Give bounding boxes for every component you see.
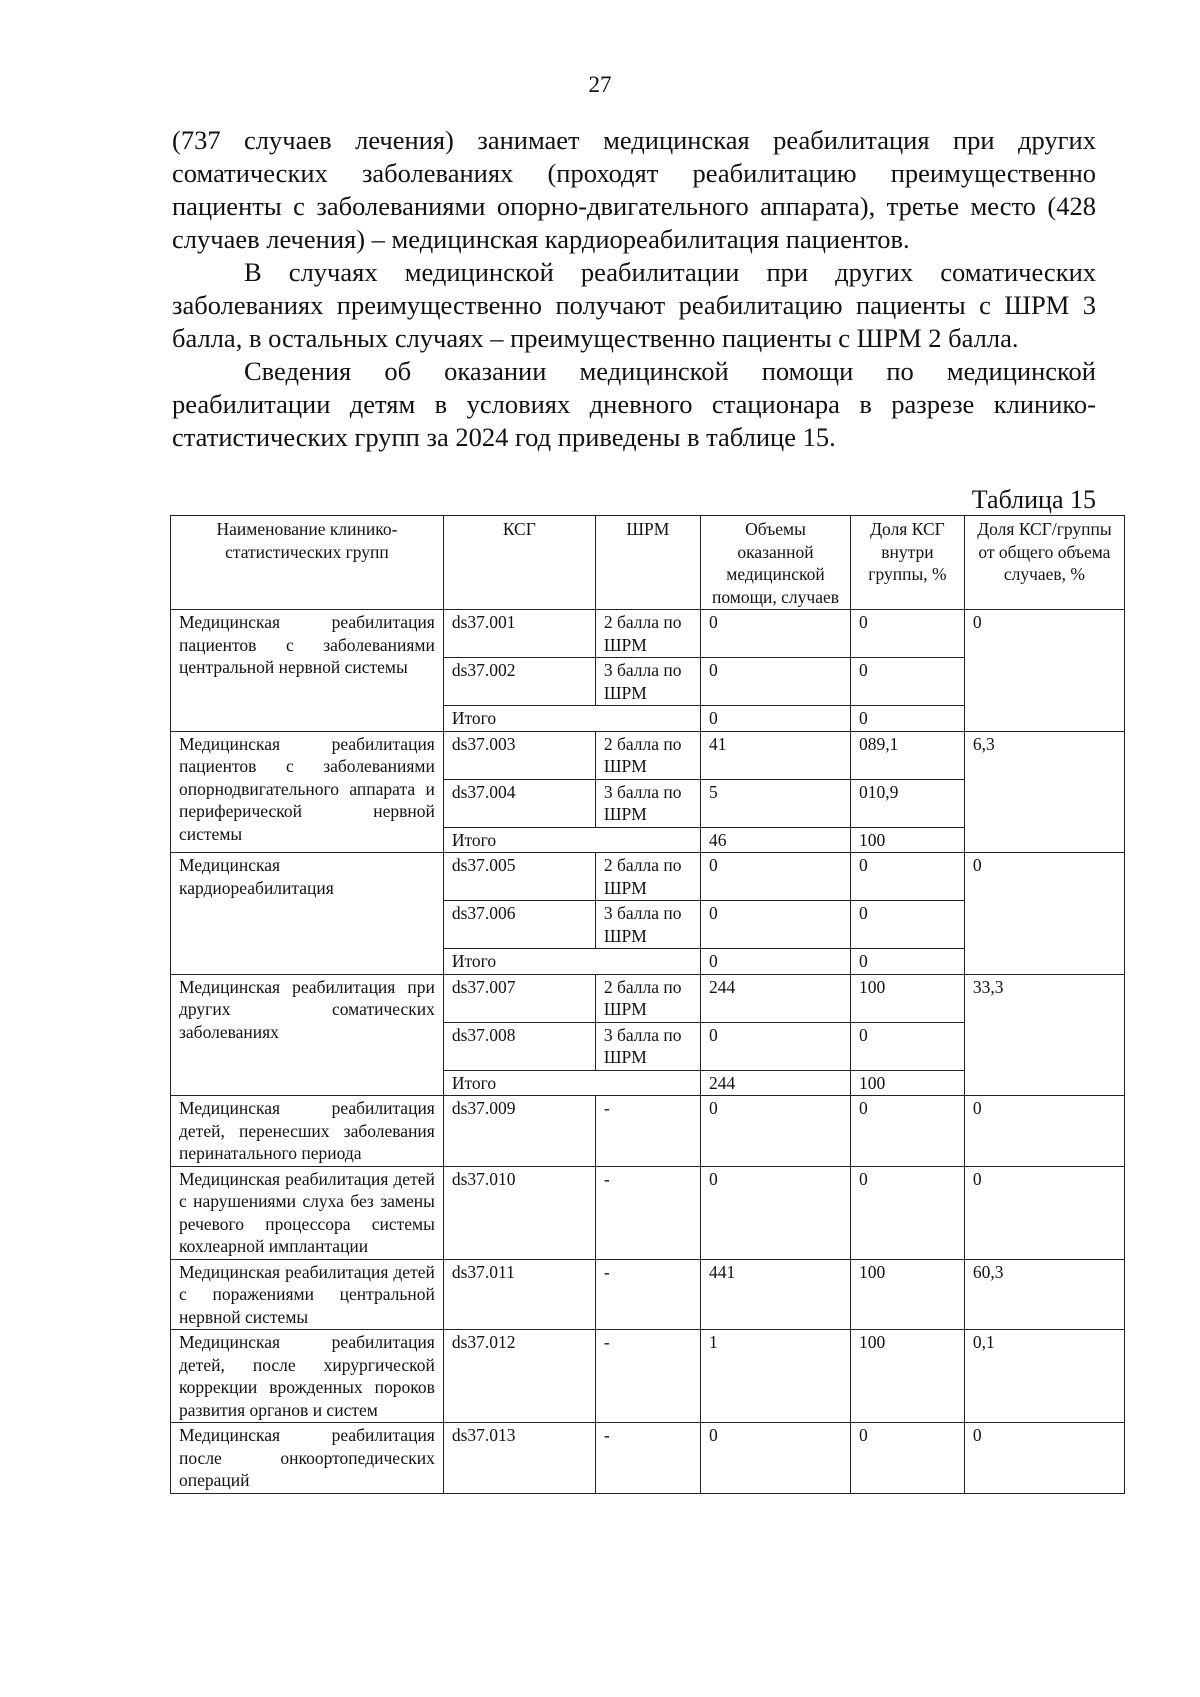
share-cell: 0 — [851, 706, 965, 732]
share-cell: 100 — [851, 974, 965, 1022]
total-label-cell: Итого — [443, 706, 700, 732]
shrm-cell: 2 балла по ШРМ — [595, 731, 700, 779]
group-name-cell: Медицинская реабилитация после онкоортопедических операций — [171, 1423, 444, 1494]
share-cell: 0 — [851, 1096, 965, 1167]
shrm-cell: 2 балла по ШРМ — [595, 974, 700, 1022]
group-share-cell: 60,3 — [964, 1259, 1124, 1330]
paragraph: (737 случаев лечения) занимает медицинская реабилитация при других соматических заболеваниях (проходят реабилитацию преимущественно пациенты с заболеваниями опорно-двигательного аппарата), третье место (428 случаев лечения) – медицинская кардиореабилитация пациентов. — [172, 125, 1096, 254]
shrm-cell: 2 балла по ШРМ — [595, 853, 700, 901]
volume-cell: 0 — [700, 1423, 850, 1494]
ksg-cell: ds37.003 — [443, 731, 595, 779]
shrm-cell: 3 балла по ШРМ — [595, 901, 700, 949]
volume-cell: 41 — [700, 731, 850, 779]
group-share-cell: 0 — [964, 1096, 1124, 1167]
group-name-cell: Медицинская реабилитация детей с нарушениями слуха без замены речевого процессора системы кохлеарной имплантации — [171, 1166, 444, 1259]
header-cell-group: Наименование клинико-статистических групп — [171, 516, 444, 610]
total-label-cell: Итого — [443, 1070, 700, 1096]
share-cell: 100 — [851, 1259, 965, 1330]
ksg-cell: ds37.009 — [443, 1096, 595, 1167]
ksg-cell: ds37.007 — [443, 974, 595, 1022]
share-cell: 0 — [851, 1022, 965, 1070]
volume-cell: 0 — [700, 901, 850, 949]
share-cell: 0 — [851, 1166, 965, 1259]
table-row — [171, 1330, 1125, 1423]
volume-cell: 441 — [700, 1259, 850, 1330]
group-share-cell: 0,1 — [964, 1330, 1124, 1423]
shrm-cell: 3 балла по ШРМ — [595, 1022, 700, 1070]
header-cell-shrm: ШРМ — [595, 516, 700, 610]
volume-cell: 0 — [700, 1022, 850, 1070]
group-share-cell: 6,3 — [964, 731, 1124, 853]
ksg-cell: ds37.010 — [443, 1166, 595, 1259]
group-share-cell: 0 — [964, 610, 1124, 732]
ksg-cell: ds37.004 — [443, 779, 595, 827]
group-name-cell: Медицинская реабилитация пациентов с заболеваниями центральной нервной системы — [171, 610, 444, 732]
table-row — [171, 610, 1125, 658]
ksg-cell: ds37.006 — [443, 901, 595, 949]
shrm-cell: - — [595, 1423, 700, 1494]
page-number: 27 — [588, 72, 612, 97]
table-caption: Таблица 15 — [971, 485, 1096, 514]
volume-cell: 0 — [700, 610, 850, 658]
group-share-cell: 0 — [964, 1166, 1124, 1259]
group-name-cell: Медицинская кардиореабилитация — [171, 853, 444, 975]
volume-cell: 46 — [700, 827, 850, 853]
group-name-cell: Медицинская реабилитация пациентов с заболеваниями опорнодвигательного аппарата и периферической нервной системы — [171, 731, 444, 853]
volume-cell: 1 — [700, 1330, 850, 1423]
group-name-cell: Медицинская реабилитация детей, перенесших заболевания перинатального периода — [171, 1096, 444, 1167]
share-cell: 0 — [851, 949, 965, 975]
header-cell-volume: Объемы оказанной медицинской помощи, случаев — [700, 516, 850, 610]
shrm-cell: - — [595, 1166, 700, 1259]
group-name-cell: Медицинская реабилитация детей, после хирургической коррекции врожденных пороков развития органов и систем — [171, 1330, 444, 1423]
shrm-cell: 2 балла по ШРМ — [595, 610, 700, 658]
volume-cell: 244 — [700, 974, 850, 1022]
share-cell: 089,1 — [851, 731, 965, 779]
data-table — [170, 515, 1125, 1494]
paragraph: В случаях медицинской реабилитации при других соматических заболеваниях преимущественно получают реабилитацию пациенты с ШРМ 3 балла, в остальных случаях – преимущественно пациенты с ШРМ 2 балла. — [172, 257, 1096, 353]
ksg-cell: ds37.013 — [443, 1423, 595, 1494]
volume-cell: 5 — [700, 779, 850, 827]
table-header-row — [171, 516, 1125, 610]
total-label-cell: Итого — [443, 949, 700, 975]
header-cell-ksg: КСГ — [443, 516, 595, 610]
table-row — [171, 974, 1125, 1022]
volume-cell: 0 — [700, 1166, 850, 1259]
paragraph: Сведения об оказании медицинской помощи по медицинской реабилитации детям в условиях дневного стационара в разрезе клинико-статистических групп за 2024 год приведены в таблице 15. — [172, 356, 1096, 452]
ksg-cell: ds37.012 — [443, 1330, 595, 1423]
header-cell-group-share: Доля КСГ/группы от общего объема случаев, % — [964, 516, 1124, 610]
body-text — [172, 124, 1096, 454]
share-cell: 010,9 — [851, 779, 965, 827]
volume-cell: 0 — [700, 853, 850, 901]
group-share-cell: 0 — [964, 1423, 1124, 1494]
share-cell: 100 — [851, 827, 965, 853]
table-row — [171, 1259, 1125, 1330]
share-cell: 100 — [851, 1330, 965, 1423]
volume-cell: 0 — [700, 658, 850, 706]
volume-cell: 244 — [700, 1070, 850, 1096]
ksg-cell: ds37.011 — [443, 1259, 595, 1330]
share-cell: 100 — [851, 1070, 965, 1096]
ksg-cell: ds37.002 — [443, 658, 595, 706]
group-name-cell: Медицинская реабилитация при других соматических заболеваниях — [171, 974, 444, 1096]
table-row — [171, 731, 1125, 779]
shrm-cell: 3 балла по ШРМ — [595, 658, 700, 706]
shrm-cell: - — [595, 1096, 700, 1167]
shrm-cell: - — [595, 1259, 700, 1330]
share-cell: 0 — [851, 610, 965, 658]
volume-cell: 0 — [700, 706, 850, 732]
share-cell: 0 — [851, 1423, 965, 1494]
group-share-cell: 33,3 — [964, 974, 1124, 1096]
volume-cell: 0 — [700, 949, 850, 975]
shrm-cell: 3 балла по ШРМ — [595, 779, 700, 827]
volume-cell: 0 — [700, 1096, 850, 1167]
ksg-cell: ds37.008 — [443, 1022, 595, 1070]
header-cell-share: Доля КСГ внутри группы, % — [851, 516, 965, 610]
ksg-cell: ds37.001 — [443, 610, 595, 658]
total-label-cell: Итого — [443, 827, 700, 853]
shrm-cell: - — [595, 1330, 700, 1423]
share-cell: 0 — [851, 853, 965, 901]
table-row — [171, 1096, 1125, 1167]
group-share-cell: 0 — [964, 853, 1124, 975]
table-row — [171, 1166, 1125, 1259]
table-row — [171, 1423, 1125, 1494]
group-name-cell: Медицинская реабилитация детей с поражениями центральной нервной системы — [171, 1259, 444, 1330]
share-cell: 0 — [851, 658, 965, 706]
table-row — [171, 853, 1125, 901]
ksg-cell: ds37.005 — [443, 853, 595, 901]
share-cell: 0 — [851, 901, 965, 949]
